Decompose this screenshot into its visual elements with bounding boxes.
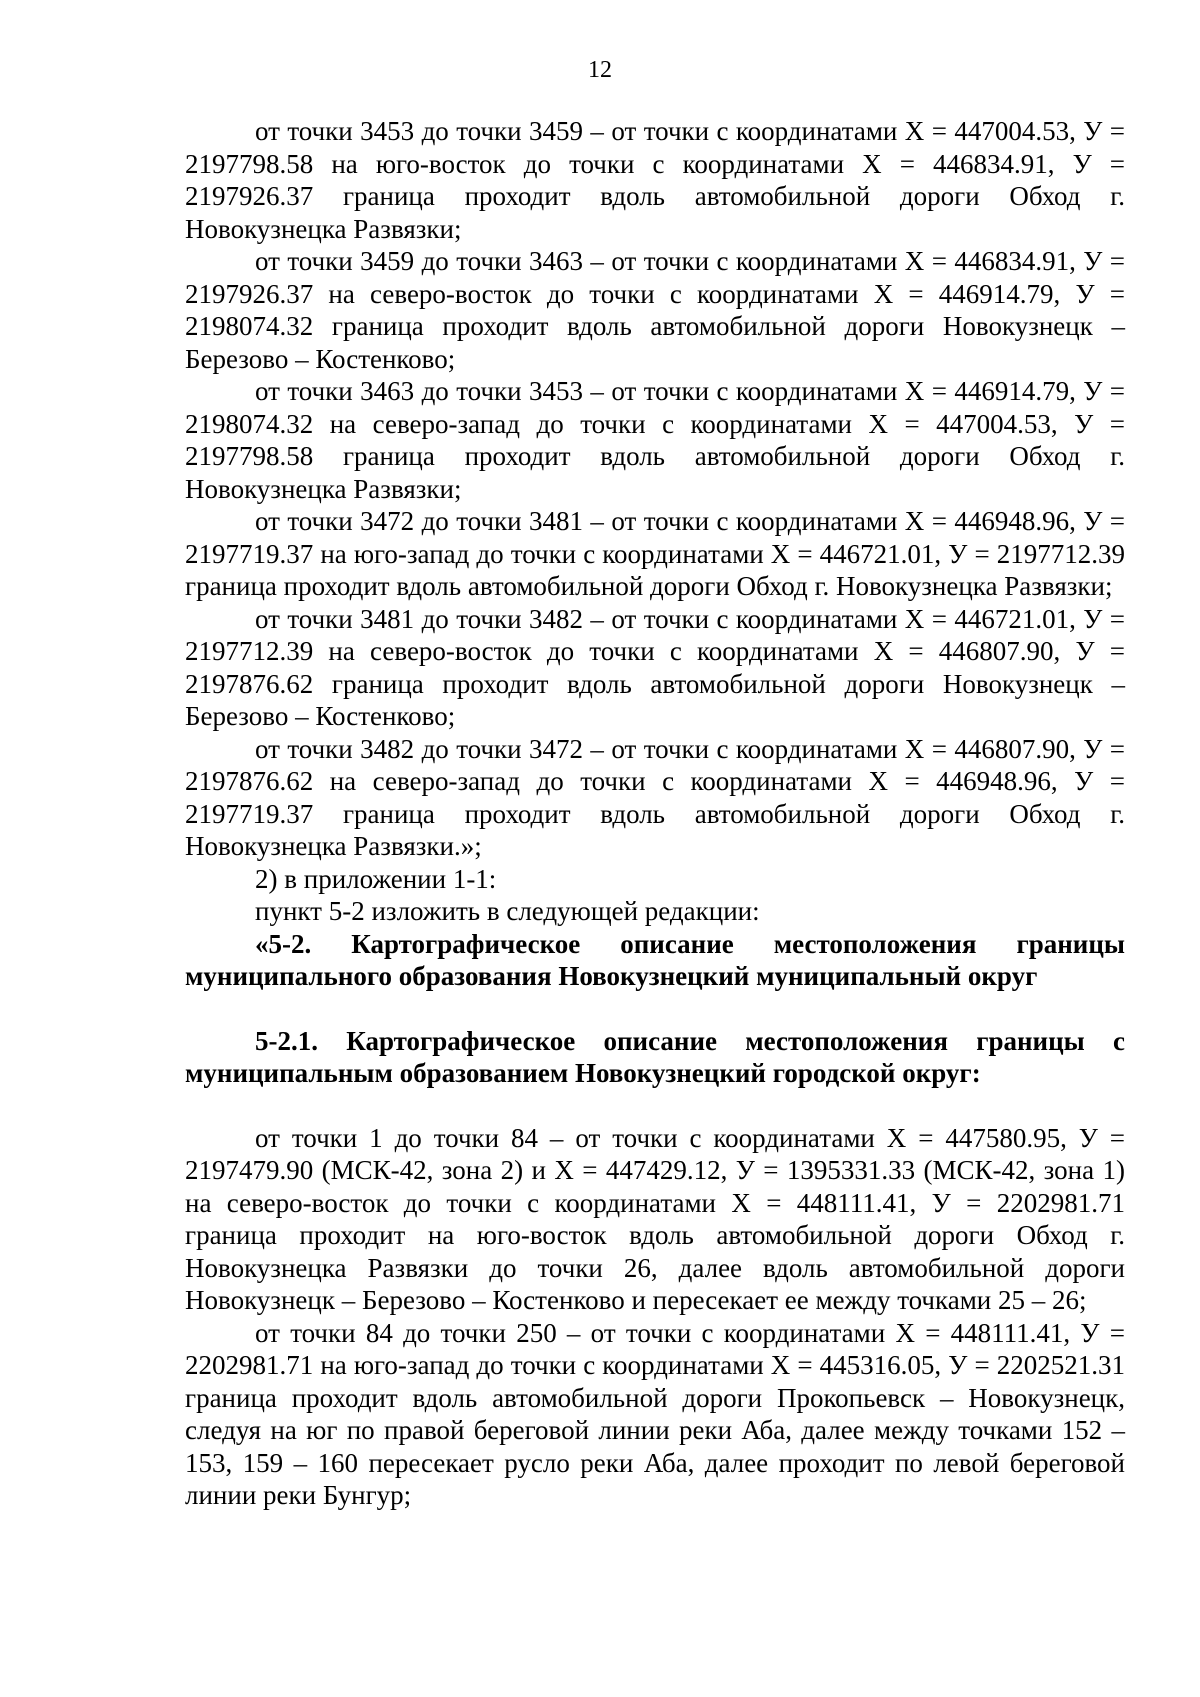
paragraph: от точки 84 до точки 250 – от точки с координатами Х = 448111.41, У = 2202981.71 на юго-запад до точки с координатами Х = 445316.05, У = 2202521.31 граница проходит вдоль автомобильной дороги Прокопьевск – Новокузнецк, следуя на юг по правой береговой линии реки Аба, далее между точками 152 – 153, 159 – 160 пересекает русло реки Аба, далее проходит по левой береговой линии реки Бунгур; xyxy=(185,1317,1125,1510)
paragraph: от точки 3472 до точки 3481 – от точки с координатами Х = 446948.96, У = 2197719.37 на юго-запад до точки с координатами Х = 446721.01, У = 2197712.39 граница проходит вдоль автомобильной дороги Обход г. Новокузнецка Развязки; xyxy=(185,506,1125,601)
paragraph: пункт 5-2 изложить в следующей редакции: xyxy=(255,896,760,926)
spacer xyxy=(185,993,1125,1025)
spacer xyxy=(185,1090,1125,1122)
paragraph: от точки 3481 до точки 3482 – от точки с координатами Х = 446721.01, У = 2197712.39 на северо-восток до точки с координатами Х = 446807.90, У = 2197876.62 граница проходит вдоль автомобильной дороги Новокузнецк – Березово – Костенково; xyxy=(185,603,1125,731)
document-body xyxy=(185,115,1125,1512)
subsection-heading: 5-2.1. Картографическое описание местоположения границы с муниципальным образованием Новокузнецкий городской округ: xyxy=(185,1025,1125,1088)
paragraph: от точки 3453 до точки 3459 – от точки с координатами Х = 447004.53, У = 2197798.58 на юго-восток до точки с координатами Х = 446834.91, У = 2197926.37 граница проходит вдоль автомобильной дороги Обход г. Новокузнецка Развязки; xyxy=(185,116,1125,244)
paragraph: от точки 3459 до точки 3463 – от точки с координатами Х = 446834.91, У = 2197926.37 на северо-восток до точки с координатами Х = 446914.79, У = 2198074.32 граница проходит вдоль автомобильной дороги Новокузнецк – Березово – Костенково; xyxy=(185,246,1125,374)
page-number: 12 xyxy=(588,57,612,83)
section-heading: «5-2. Картографическое описание местоположения границы муниципального образования Новокузнецкий муниципальный округ xyxy=(185,928,1125,991)
paragraph: от точки 3463 до точки 3453 – от точки с координатами Х = 446914.79, У = 2198074.32 на северо-запад до точки с координатами Х = 447004.53, У = 2197798.58 граница проходит вдоль автомобильной дороги Обход г. Новокузнецка Развязки; xyxy=(185,376,1125,504)
paragraph: от точки 1 до точки 84 – от точки с координатами Х = 447580.95, У = 2197479.90 (МСК-42, зона 2) и Х = 447429.12, У = 1395331.33 (МСК-42, зона 1) на северо-восток до точки с координатами Х = 448111.41, У = 2202981.71 граница проходит на юго-восток вдоль автомобильной дороги Обход г. Новокузнецка Развязки до точки 26, далее вдоль автомобильной дороги Новокузнецк – Березово – Костенково и пересекает ее между точками 25 – 26; xyxy=(185,1122,1125,1315)
paragraph: 2) в приложении 1-1: xyxy=(255,863,497,894)
paragraph: от точки 3482 до точки 3472 – от точки с координатами Х = 446807.90, У = 2197876.62 на северо-запад до точки с координатами Х = 446948.96, У = 2197719.37 граница проходит вдоль автомобильной дороги Обход г. Новокузнецка Развязки.»; xyxy=(185,733,1125,861)
